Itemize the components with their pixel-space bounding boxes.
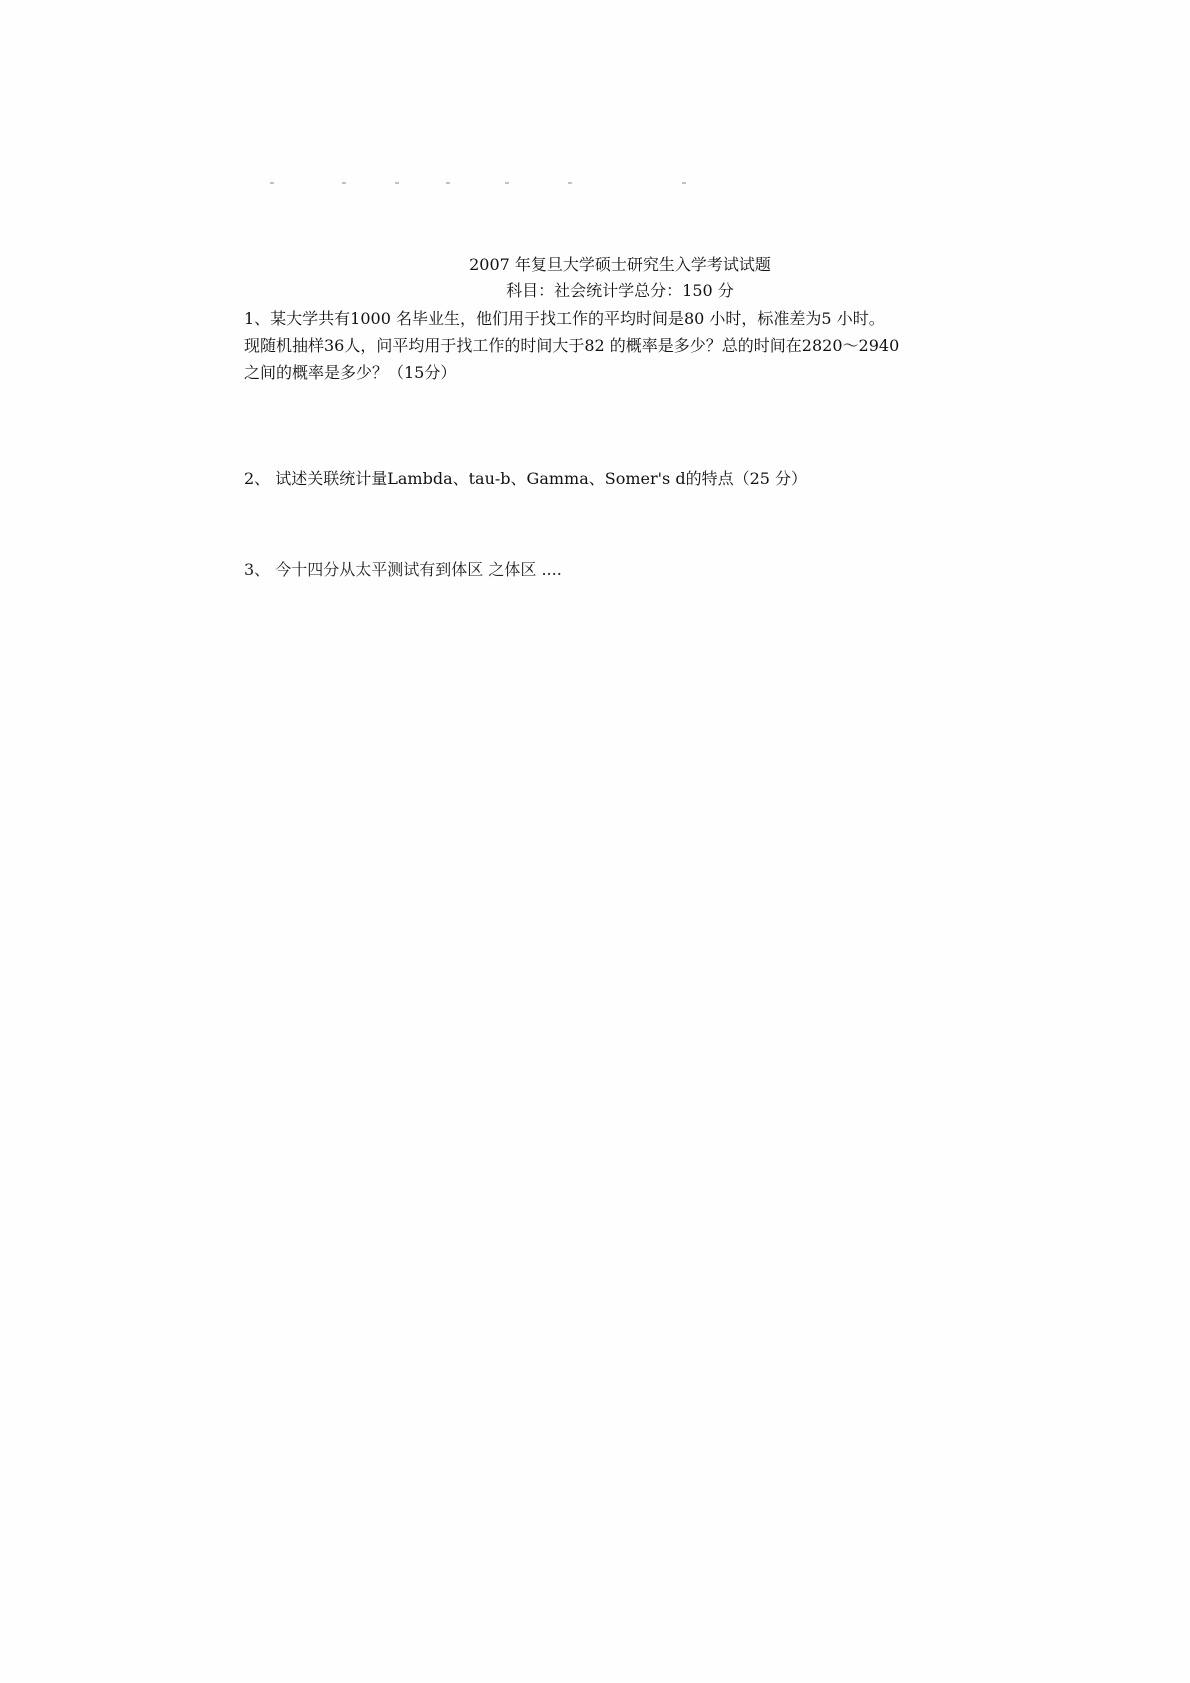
question-2-line-1: 2、 试述关联统计量Lambda、tau-b、Gamma、Somer's d的特点（25 分） <box>244 469 808 488</box>
question-1-line-3: 之间的概率是多少？（15分） <box>244 363 457 382</box>
question-2 <box>244 465 964 492</box>
exam-header <box>0 252 1190 304</box>
question-1-line-1: 1、某大学共有1000 名毕业生，他们用于找工作的平均时间是80 小时，标准差为5 小时。 <box>244 309 885 328</box>
exam-subject-score: 科目：社会统计学总分：150 分 <box>506 281 734 300</box>
question-1 <box>244 305 964 386</box>
exam-title: 2007 年复旦大学硕士研究生入学考试试题 <box>469 255 771 274</box>
question-3-partial-text: 3、 今十四分从太平测试有到体区 之体区 .... <box>244 560 562 579</box>
question-1-line-2: 现随机抽样36人，问平均用于找工作的时间大于82 的概率是多少？总的时间在2820～2940 <box>244 336 900 355</box>
question-3-cutoff <box>244 560 944 582</box>
scan-artifact-marks <box>250 182 690 186</box>
